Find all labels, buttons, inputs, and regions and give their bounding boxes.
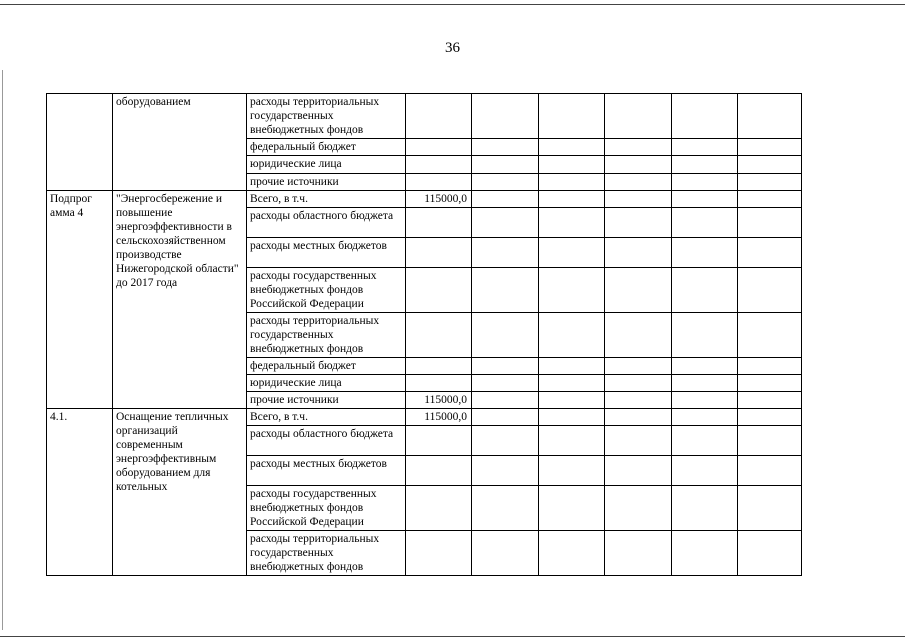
table-row <box>47 191 802 208</box>
value-cell <box>406 358 472 375</box>
program-name-cell: Оснащение тепличных организаций современным энергоэффективным оборудованием для котельных <box>113 409 247 576</box>
value-cell: 115000,0 <box>406 409 472 426</box>
source-cell: расходы территориальных государственных внебюджетных фондов <box>247 94 406 139</box>
value-cell <box>406 238 472 268</box>
value-cell <box>406 208 472 238</box>
value-cell <box>406 375 472 392</box>
source-cell: юридические лица <box>247 156 406 174</box>
value-cell <box>406 94 472 139</box>
source-cell: Всего, в т.ч. <box>247 191 406 208</box>
source-cell: расходы областного бюджета <box>247 208 406 238</box>
source-cell: расходы государственных внебюджетных фондов Российской Федерации <box>247 486 406 531</box>
source-cell: прочие источники <box>247 174 406 191</box>
value-cell <box>406 531 472 576</box>
table-row <box>47 409 802 426</box>
source-cell: расходы территориальных государственных внебюджетных фондов <box>247 313 406 358</box>
source-cell: расходы местных бюджетов <box>247 456 406 486</box>
source-cell: Всего, в т.ч. <box>247 409 406 426</box>
value-cell <box>406 313 472 358</box>
source-cell: расходы государственных внебюджетных фондов Российской Федерации <box>247 268 406 313</box>
source-cell: расходы местных бюджетов <box>247 238 406 268</box>
program-name-cell: "Энергосбережение и повышение энергоэффективности в сельскохозяйственном производстве Нижегородской области" до 2017 года <box>113 191 247 409</box>
value-cell: 115000,0 <box>406 191 472 208</box>
source-cell: федеральный бюджет <box>247 139 406 156</box>
code-cell <box>47 94 113 191</box>
program-name-cell: оборудованием <box>113 94 247 191</box>
value-cell <box>406 268 472 313</box>
value-cell <box>406 486 472 531</box>
value-cell <box>406 426 472 456</box>
value-cell <box>406 456 472 486</box>
source-cell: расходы областного бюджета <box>247 426 406 456</box>
table-row <box>47 94 802 139</box>
code-cell: 4.1. <box>47 409 113 576</box>
source-cell: расходы территориальных государственных внебюджетных фондов <box>247 531 406 576</box>
scan-edge-top <box>0 4 905 5</box>
source-cell: федеральный бюджет <box>247 358 406 375</box>
value-cell: 115000,0 <box>406 392 472 409</box>
scan-edge-bottom <box>0 636 905 637</box>
funding-table <box>46 93 802 576</box>
scan-edge-left <box>2 70 3 630</box>
code-cell: Подпрог амма 4 <box>47 191 113 409</box>
page-number: 36 <box>445 40 460 56</box>
source-cell: прочие источники <box>247 392 406 409</box>
source-cell: юридические лица <box>247 375 406 392</box>
